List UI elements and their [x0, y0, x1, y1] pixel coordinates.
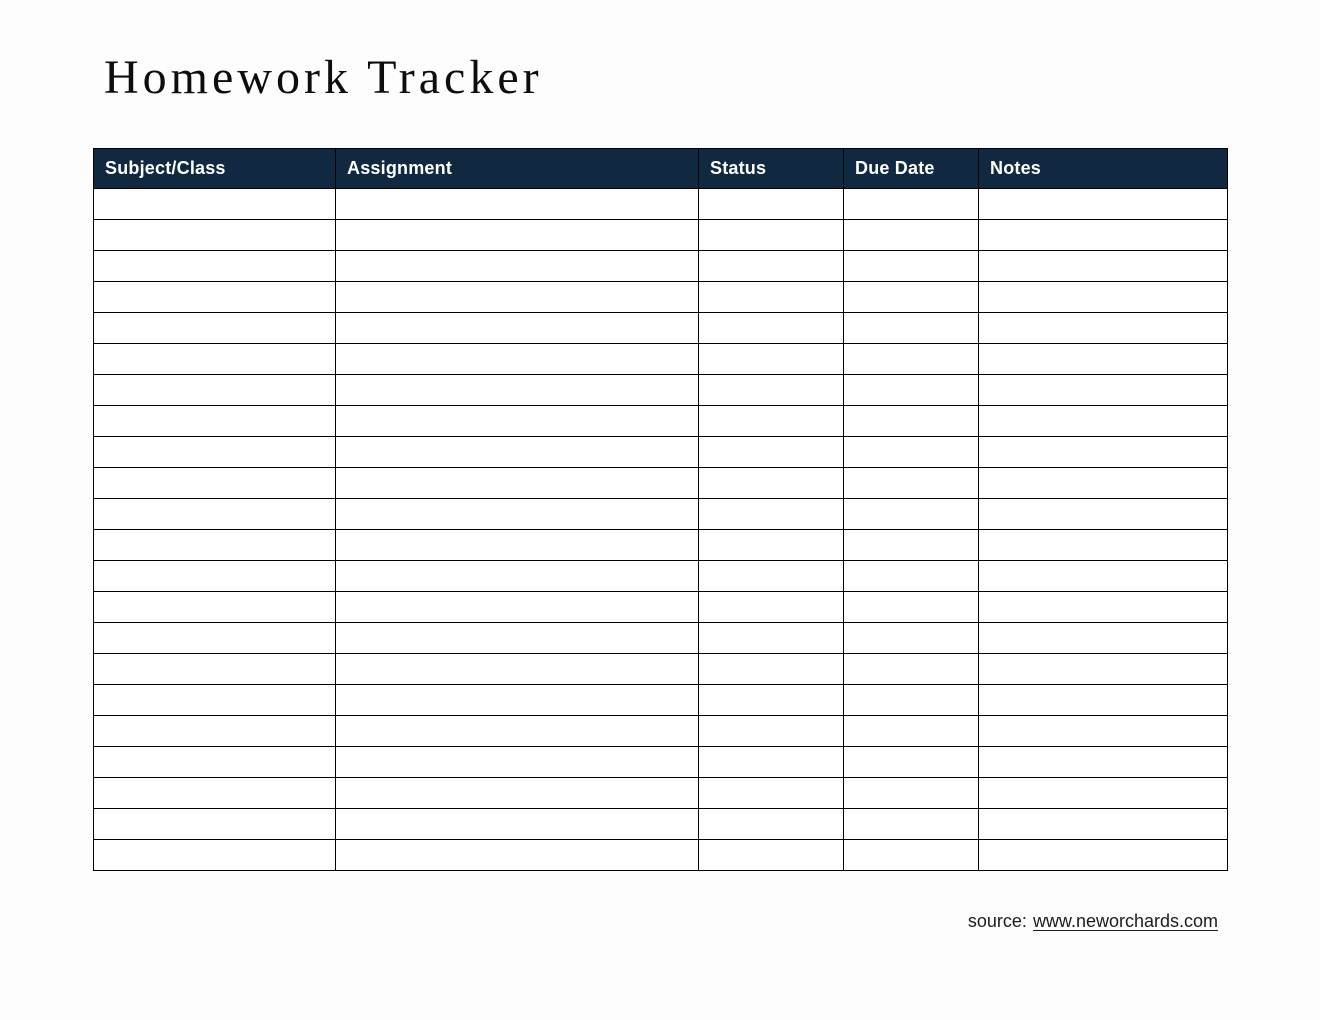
- table-row: [94, 685, 1228, 716]
- cell-subject-class: [94, 530, 336, 561]
- cell-assignment: [336, 623, 699, 654]
- cell-subject-class: [94, 189, 336, 220]
- cell-status: [699, 251, 844, 282]
- cell-subject-class: [94, 282, 336, 313]
- table-row: [94, 220, 1228, 251]
- cell-subject-class: [94, 809, 336, 840]
- cell-assignment: [336, 468, 699, 499]
- cell-due-date: [844, 220, 979, 251]
- cell-due-date: [844, 561, 979, 592]
- cell-assignment: [336, 344, 699, 375]
- cell-assignment: [336, 406, 699, 437]
- cell-subject-class: [94, 778, 336, 809]
- cell-due-date: [844, 499, 979, 530]
- cell-status: [699, 499, 844, 530]
- table-header: [94, 149, 1228, 189]
- cell-notes: [979, 778, 1228, 809]
- cell-assignment: [336, 809, 699, 840]
- cell-notes: [979, 437, 1228, 468]
- page-title: Homework Tracker: [104, 51, 543, 104]
- cell-assignment: [336, 716, 699, 747]
- table-row: [94, 747, 1228, 778]
- table-row: [94, 375, 1228, 406]
- cell-status: [699, 716, 844, 747]
- table-row: [94, 623, 1228, 654]
- cell-due-date: [844, 747, 979, 778]
- cell-assignment: [336, 189, 699, 220]
- cell-due-date: [844, 251, 979, 282]
- cell-due-date: [844, 623, 979, 654]
- cell-due-date: [844, 840, 979, 871]
- cell-notes: [979, 220, 1228, 251]
- table-row: [94, 561, 1228, 592]
- cell-status: [699, 530, 844, 561]
- table-row: [94, 437, 1228, 468]
- column-header-notes: Notes: [979, 149, 1228, 189]
- cell-notes: [979, 685, 1228, 716]
- table-row: [94, 716, 1228, 747]
- cell-notes: [979, 561, 1228, 592]
- cell-subject-class: [94, 654, 336, 685]
- cell-assignment: [336, 561, 699, 592]
- cell-due-date: [844, 716, 979, 747]
- cell-due-date: [844, 344, 979, 375]
- table-body: [94, 189, 1228, 871]
- table-row: [94, 189, 1228, 220]
- column-header-subject-class: Subject/Class: [94, 149, 336, 189]
- cell-due-date: [844, 375, 979, 406]
- table-row: [94, 654, 1228, 685]
- cell-assignment: [336, 375, 699, 406]
- cell-due-date: [844, 778, 979, 809]
- cell-notes: [979, 406, 1228, 437]
- cell-notes: [979, 468, 1228, 499]
- cell-assignment: [336, 220, 699, 251]
- cell-notes: [979, 499, 1228, 530]
- homework-tracker-table: [93, 148, 1228, 871]
- cell-status: [699, 685, 844, 716]
- cell-status: [699, 592, 844, 623]
- cell-notes: [979, 654, 1228, 685]
- cell-subject-class: [94, 375, 336, 406]
- cell-notes: [979, 840, 1228, 871]
- cell-subject-class: [94, 220, 336, 251]
- cell-status: [699, 282, 844, 313]
- table-row: [94, 809, 1228, 840]
- cell-notes: [979, 592, 1228, 623]
- cell-notes: [979, 282, 1228, 313]
- cell-subject-class: [94, 344, 336, 375]
- cell-status: [699, 778, 844, 809]
- cell-subject-class: [94, 716, 336, 747]
- table-row: [94, 251, 1228, 282]
- cell-subject-class: [94, 685, 336, 716]
- cell-assignment: [336, 282, 699, 313]
- table-header-row: [94, 149, 1228, 189]
- cell-due-date: [844, 530, 979, 561]
- cell-status: [699, 375, 844, 406]
- cell-due-date: [844, 282, 979, 313]
- cell-status: [699, 406, 844, 437]
- cell-notes: [979, 375, 1228, 406]
- cell-assignment: [336, 747, 699, 778]
- column-header-status: Status: [699, 149, 844, 189]
- table-row: [94, 344, 1228, 375]
- cell-status: [699, 623, 844, 654]
- cell-assignment: [336, 437, 699, 468]
- cell-notes: [979, 313, 1228, 344]
- cell-status: [699, 344, 844, 375]
- cell-status: [699, 809, 844, 840]
- cell-due-date: [844, 685, 979, 716]
- cell-due-date: [844, 809, 979, 840]
- source-attribution: [968, 911, 1218, 932]
- cell-subject-class: [94, 499, 336, 530]
- cell-subject-class: [94, 592, 336, 623]
- table-row: [94, 530, 1228, 561]
- cell-assignment: [336, 251, 699, 282]
- cell-due-date: [844, 406, 979, 437]
- table-row: [94, 406, 1228, 437]
- table-row: [94, 592, 1228, 623]
- cell-subject-class: [94, 561, 336, 592]
- cell-due-date: [844, 189, 979, 220]
- column-header-due-date: Due Date: [844, 149, 979, 189]
- cell-notes: [979, 189, 1228, 220]
- cell-subject-class: [94, 251, 336, 282]
- cell-due-date: [844, 437, 979, 468]
- cell-subject-class: [94, 406, 336, 437]
- table-row: [94, 282, 1228, 313]
- cell-status: [699, 561, 844, 592]
- cell-notes: [979, 747, 1228, 778]
- cell-due-date: [844, 592, 979, 623]
- table-row: [94, 778, 1228, 809]
- cell-due-date: [844, 468, 979, 499]
- cell-assignment: [336, 499, 699, 530]
- table-row: [94, 313, 1228, 344]
- cell-status: [699, 189, 844, 220]
- table-row: [94, 468, 1228, 499]
- cell-subject-class: [94, 437, 336, 468]
- cell-status: [699, 747, 844, 778]
- cell-status: [699, 840, 844, 871]
- cell-status: [699, 313, 844, 344]
- cell-assignment: [336, 592, 699, 623]
- cell-notes: [979, 530, 1228, 561]
- cell-notes: [979, 344, 1228, 375]
- cell-assignment: [336, 313, 699, 344]
- cell-subject-class: [94, 747, 336, 778]
- cell-status: [699, 437, 844, 468]
- cell-subject-class: [94, 313, 336, 344]
- cell-status: [699, 468, 844, 499]
- column-header-assignment: Assignment: [336, 149, 699, 189]
- cell-subject-class: [94, 623, 336, 654]
- cell-status: [699, 220, 844, 251]
- cell-subject-class: [94, 840, 336, 871]
- cell-assignment: [336, 685, 699, 716]
- cell-assignment: [336, 778, 699, 809]
- source-link[interactable]: www.neworchards.com: [1032, 911, 1218, 931]
- cell-notes: [979, 251, 1228, 282]
- cell-due-date: [844, 654, 979, 685]
- table-row: [94, 840, 1228, 871]
- cell-due-date: [844, 313, 979, 344]
- table-row: [94, 499, 1228, 530]
- cell-notes: [979, 716, 1228, 747]
- cell-assignment: [336, 654, 699, 685]
- cell-assignment: [336, 530, 699, 561]
- cell-notes: [979, 623, 1228, 654]
- cell-notes: [979, 809, 1228, 840]
- cell-subject-class: [94, 468, 336, 499]
- cell-status: [699, 654, 844, 685]
- source-label: source:: [967, 911, 1027, 931]
- cell-assignment: [336, 840, 699, 871]
